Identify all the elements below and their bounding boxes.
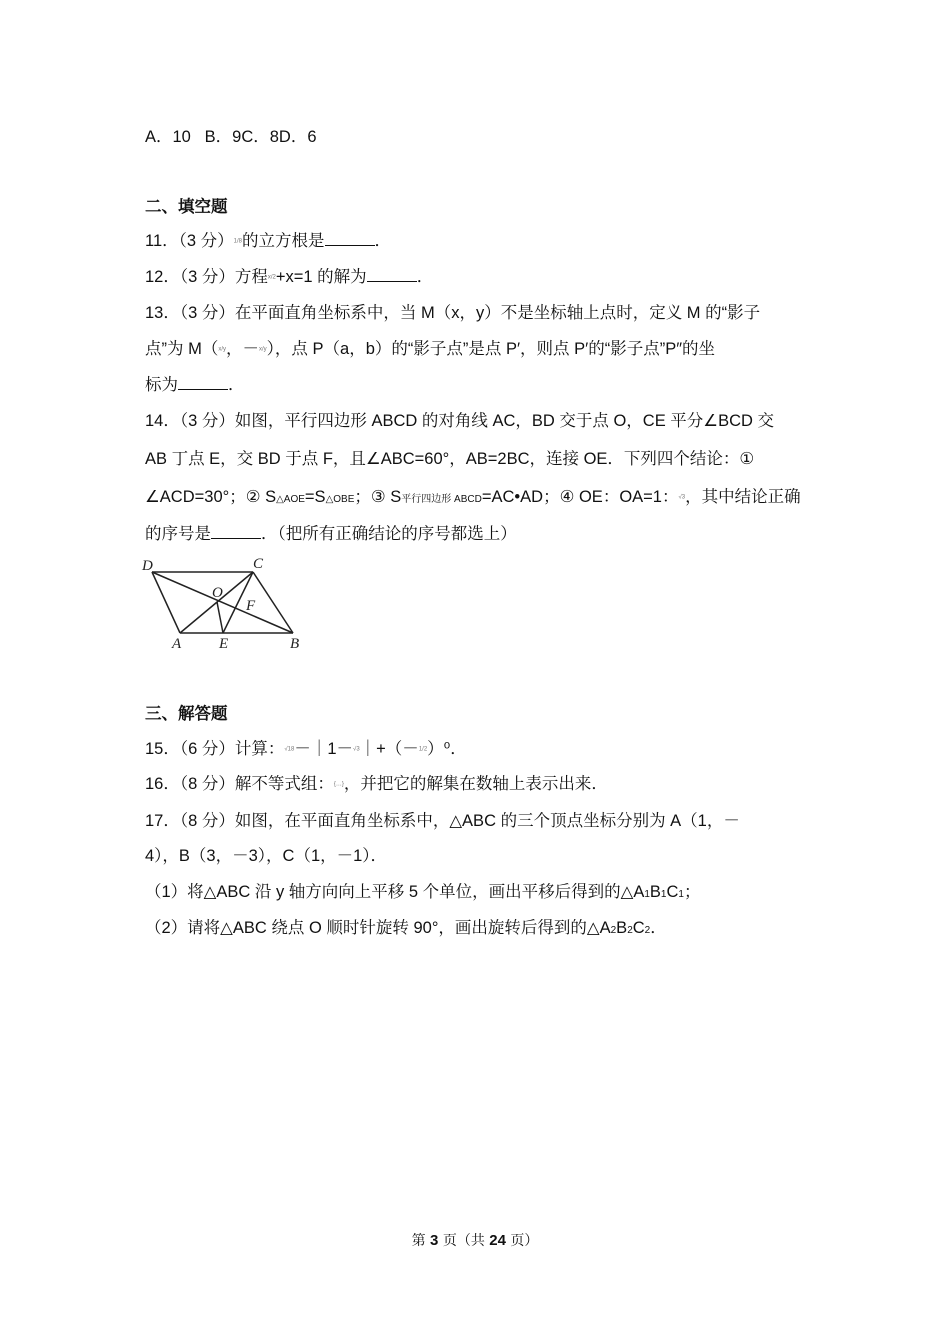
page-total: 24 xyxy=(489,1232,506,1249)
q11-score: （3 分） xyxy=(178,232,234,250)
footer-pre: 第 xyxy=(411,1233,431,1249)
q15-radical-3: √3 xyxy=(353,746,360,753)
question-13-line3 xyxy=(145,374,245,396)
q13-end: ． xyxy=(228,376,245,394)
q17-part2d: ． xyxy=(650,919,667,937)
label-d: D xyxy=(142,558,153,574)
question-14-line3 xyxy=(145,486,801,511)
q15-radical-18: √18 xyxy=(284,746,295,753)
q12-fraction: x/2 xyxy=(267,274,276,281)
q17-part2a: （2）请将△ABC 绕点 O 顺时针旋转 90°，画出旋转后得到的△A xyxy=(145,919,611,937)
q17-sub2a: 2 xyxy=(610,925,617,936)
q17-part2b: B xyxy=(616,919,628,937)
q14-line4a: 的序号是 xyxy=(145,525,211,543)
label-b: B xyxy=(290,636,300,652)
segment-oe xyxy=(217,602,223,633)
label-f: F xyxy=(246,598,256,614)
q14-line4b: ．（把所有正确结论的序号都选上） xyxy=(261,525,517,543)
q17-sub1a: 1 xyxy=(644,889,650,900)
prev-answer-options xyxy=(145,126,317,148)
q13-line2b: ），点 P（a，b）的“影子点”是点 P′，则点 P′的“影子点”P″的坐 xyxy=(266,340,716,358)
q15-pre: 15．（6 分）计算： xyxy=(145,740,285,758)
q17-part1c: C xyxy=(666,883,679,901)
question-14-line1: 14．（3 分）如图，平行四边形 ABCD 的对角线 AC，BD 交于点 O，CE 平分∠BCD 交 xyxy=(145,412,775,430)
question-11 xyxy=(145,230,391,253)
q11-text: 的立方根是 xyxy=(242,232,325,250)
q17-sub1c: 1 xyxy=(678,889,684,900)
q13-frac1: x/y xyxy=(218,346,226,353)
option-d: D．6 xyxy=(278,128,317,146)
question-17-line2: 4），B（3，－3），C（1，－1）． xyxy=(145,847,388,865)
q14-sub1: △AOE xyxy=(276,494,305,505)
label-o: O xyxy=(212,585,223,601)
question-12 xyxy=(145,266,433,289)
section3-title: 三、解答题 xyxy=(145,705,228,723)
q17-part1a: （1）将△ABC 沿 y 轴方向向上平移 5 个单位，画出平移后得到的△A xyxy=(145,883,645,901)
question-13-line1: 13．（3 分）在平面直角坐标系中，当 M（x，y）不是坐标轴上点时，定义 M 的“影子 xyxy=(145,304,761,322)
q14-l3e: ，其中结论正确 xyxy=(685,488,801,506)
q17-part1b: B xyxy=(649,883,661,901)
label-a: A xyxy=(172,636,182,652)
q17-sub2b: 2 xyxy=(627,925,633,936)
question-17-part1 xyxy=(145,881,700,906)
q14-sub3: 平行四边形 ABCD xyxy=(401,494,482,505)
q15-end: ）⁰． xyxy=(427,740,467,758)
q15-fraction: 1/2 xyxy=(418,746,428,753)
q17-sub1b: 1 xyxy=(660,889,667,900)
q13-line3: 标为 xyxy=(145,376,178,394)
edge-da xyxy=(152,572,180,633)
footer-mid: 页（共 xyxy=(438,1233,490,1249)
question-14-line2: AB 丁点 E，交 BD 于点 F，且∠ABC=60°，AB=2BC，连接 OE．下列四个结论：① xyxy=(145,450,755,468)
q14-l3a: ∠ACD=30°；② S xyxy=(145,488,277,506)
answer-blank xyxy=(211,524,261,539)
label-c: C xyxy=(253,556,264,572)
q12-pre: 方程 xyxy=(234,268,268,286)
q11-number: 11． xyxy=(145,232,179,250)
option-c: C．8 xyxy=(241,128,279,146)
question-17-line1: 17．（8 分）如图，在平面直角坐标系中，△ABC 的三个顶点坐标分别为 A（1，－ xyxy=(145,812,740,830)
q15-post: ｜+（－ xyxy=(359,740,419,758)
footer-post: 页） xyxy=(505,1233,539,1249)
option-b: B．9 xyxy=(204,128,242,146)
q12-post: +x=1 的解为 xyxy=(275,268,367,286)
q14-l3b: =S xyxy=(304,488,326,506)
answer-blank xyxy=(325,231,375,246)
q13-frac2: x/y xyxy=(259,346,267,353)
label-e: E xyxy=(219,636,229,652)
page-number: 3 xyxy=(430,1232,439,1249)
section2-title: 二、填空题 xyxy=(145,198,228,216)
option-a: A．10 xyxy=(145,128,191,146)
q13-sep: ，－ xyxy=(226,340,259,358)
question-15 xyxy=(145,738,467,761)
answer-blank xyxy=(367,267,417,282)
q12-number: 12． xyxy=(145,268,180,286)
q16-post: ，并把它的解集在数轴上表示出来． xyxy=(343,775,608,793)
q14-radical: √3 xyxy=(678,494,686,501)
q17-part2c: C xyxy=(632,919,645,937)
question-14-line4 xyxy=(145,523,517,545)
q17-sub2c: 2 xyxy=(644,925,651,936)
q14-sub2: △OBE xyxy=(325,494,355,505)
parallelogram-figure xyxy=(140,552,310,652)
answer-blank xyxy=(178,375,228,390)
q14-l3c: ；③ S xyxy=(354,488,402,506)
q12-end: ． xyxy=(416,268,434,286)
diagonal-db xyxy=(152,572,293,633)
q11-fraction: 1/8 xyxy=(233,238,242,245)
page-footer xyxy=(0,1230,950,1250)
q12-score: （3 分） xyxy=(179,268,235,286)
q16-pre: 16．（8 分）解不等式组： xyxy=(145,775,334,793)
q14-l3d: =AC•AD；④ OE：OA=1： xyxy=(481,488,679,506)
q15-mid: －｜1－ xyxy=(294,740,354,758)
question-16 xyxy=(145,773,608,796)
q16-system: {…} xyxy=(333,781,344,788)
q11-end: ． xyxy=(374,232,391,250)
question-17-part2 xyxy=(145,917,667,942)
q13-line2a: 点”为 M（ xyxy=(145,340,219,358)
q17-part1d: ； xyxy=(683,883,701,901)
question-13-line2 xyxy=(145,338,715,361)
